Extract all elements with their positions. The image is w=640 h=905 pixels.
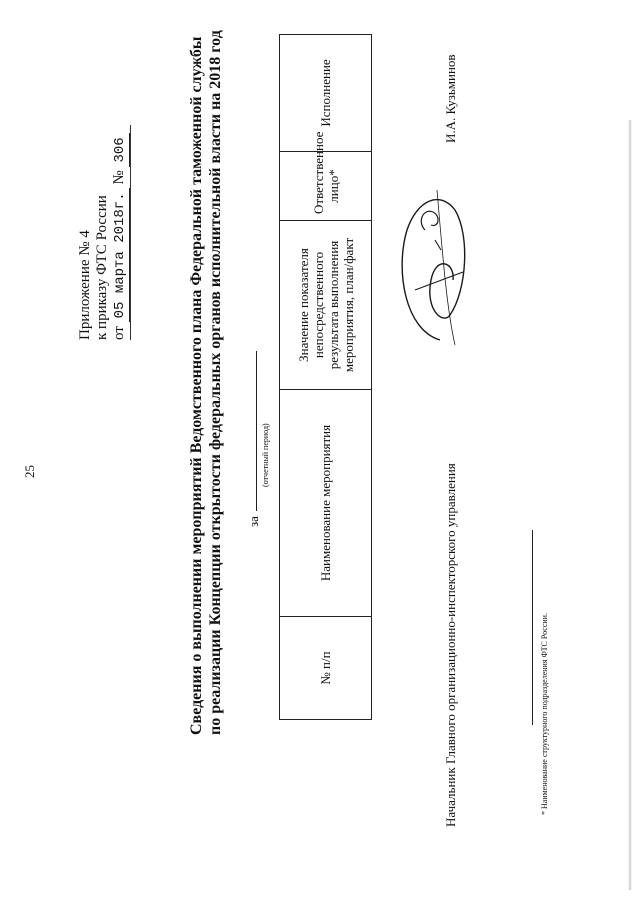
signatory-name: И.А. Кузьминов xyxy=(443,54,458,143)
annex-line-2: к приказу ФТС России xyxy=(94,195,110,340)
table-header-row xyxy=(280,35,372,720)
annex-date-prefix: от xyxy=(111,326,127,340)
annex-date-value: 05 марта 2018г. xyxy=(112,188,130,322)
title-line-1: Сведения о выполнении мероприятий Ведомственного плана Федеральной таможенной службы xyxy=(188,36,205,735)
annex-rule xyxy=(130,125,131,340)
annex-date-line xyxy=(111,133,130,340)
signatory-position: Начальник Главного организационно-инспекторского управления xyxy=(443,463,458,827)
header-cell-event-name: Наименование мероприятия xyxy=(280,390,372,617)
footnote-rule xyxy=(532,530,533,725)
annex-line-1: Приложение № 4 xyxy=(77,230,93,340)
page-number: 25 xyxy=(22,465,37,478)
handwritten-signature xyxy=(395,180,470,350)
report-table xyxy=(279,34,372,720)
header-cell-indicator: Значение показателя непосредственного результата выполнения мероприятия, план/факт xyxy=(280,221,372,390)
annex-number-prefix: № xyxy=(111,170,127,185)
footnote-text: * Наименование структурного подразделения ФТС России. xyxy=(540,613,549,815)
header-cell-number: № п/п xyxy=(280,617,372,720)
period-label: за xyxy=(246,516,261,527)
period-blank-line xyxy=(256,351,257,511)
annex-number-value: 306 xyxy=(112,133,130,166)
title-line-2: по реализации Концепции открытости федеральных органов исполнительной власти на 2018 год xyxy=(207,30,224,735)
header-cell-responsible: Ответственное лицо* xyxy=(280,152,372,221)
period-caption: (отчетный период) xyxy=(261,423,270,487)
header-cell-execution: Исполнение xyxy=(280,35,372,152)
